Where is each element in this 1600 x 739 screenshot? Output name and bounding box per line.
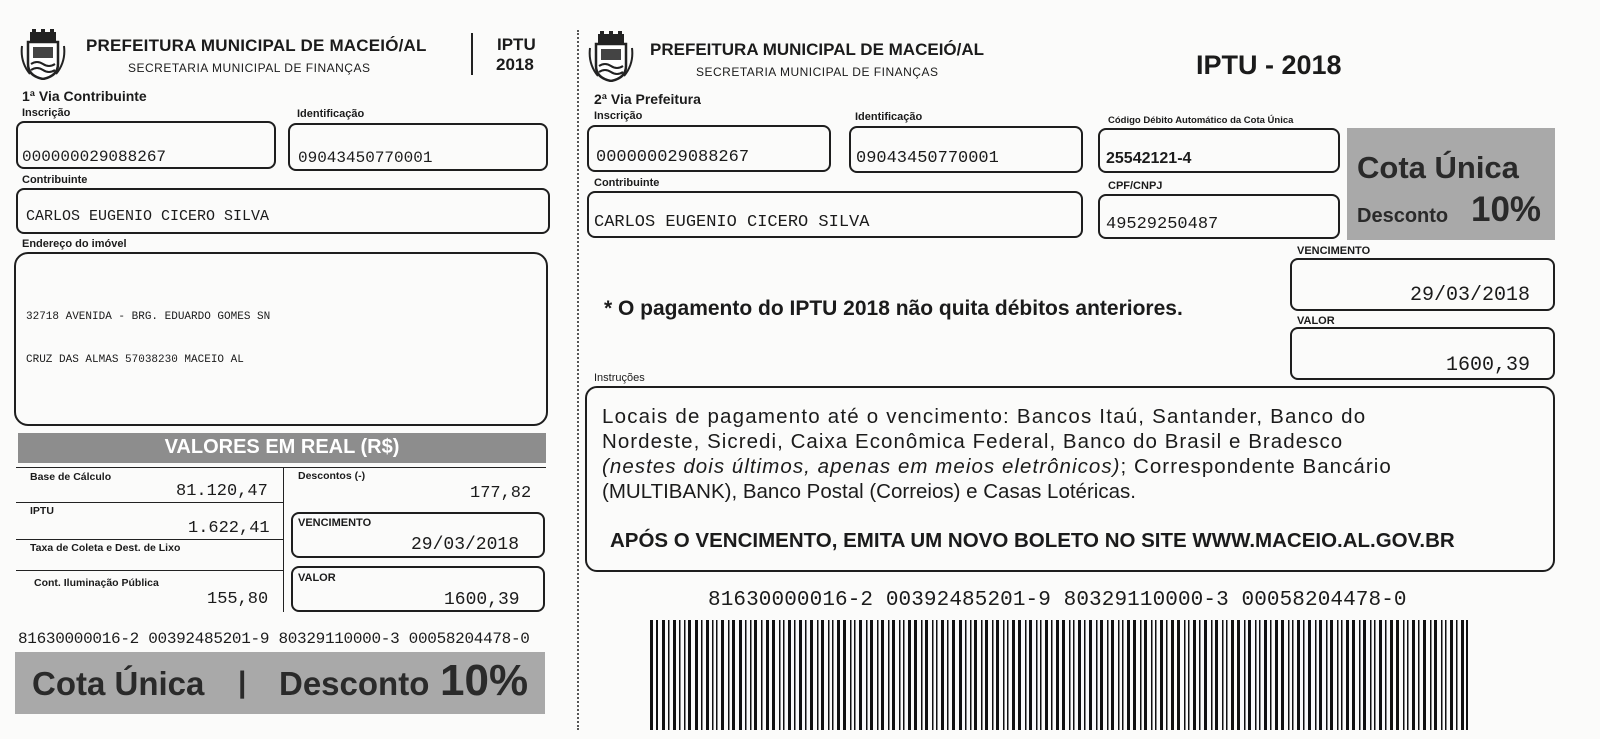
via-prefeitura: 2ª Via Prefeitura: [594, 91, 701, 107]
desconto-percent: 10%: [440, 656, 529, 705]
endereco-field: [14, 252, 548, 426]
cpf-label: CPF/CNPJ: [1108, 180, 1163, 192]
cpf-value: 49529250487: [1106, 215, 1219, 234]
iptu-line: [16, 539, 283, 540]
city-crest-icon-right: [588, 30, 634, 82]
header-prefeitura: PREFEITURA MUNICIPAL DE MACEIÓ/AL: [86, 36, 427, 55]
base-calculo-value: 81.120,47: [176, 482, 268, 501]
iptu-label: IPTU: [30, 505, 54, 517]
valor-value: 1600,39: [444, 590, 520, 610]
header-secretaria: SECRETARIA MUNICIPAL DE FINANÇAS: [128, 61, 371, 75]
valores-top-line: [16, 467, 546, 468]
r-desconto-label: Desconto: [1357, 205, 1449, 227]
perforation-line: [577, 30, 579, 730]
header-prefeitura-right: PREFEITURA MUNICIPAL DE MACEIÓ/AL: [650, 40, 985, 59]
via-contribuinte: 1ª Via Contribuinte: [22, 88, 147, 104]
cota-separator: |: [238, 666, 247, 699]
valores-mid-line: [283, 467, 284, 612]
iluminacao-value: 155,80: [207, 590, 269, 609]
endereco-linha2: CRUZ DAS ALMAS 57038230 MACEIO AL: [26, 354, 244, 366]
cota-unica-label: Cota Única: [32, 665, 205, 702]
desconto-label: Desconto: [279, 665, 430, 702]
r-valor-value: 1600,39: [1446, 354, 1531, 377]
iptu-value: 1.622,41: [188, 519, 270, 538]
r-identificacao-value: 09043450770001: [856, 149, 999, 168]
r-desconto-percent: 10%: [1471, 190, 1542, 229]
codigo-debito-label: Código Débito Automático da Cota Única: [1108, 115, 1294, 126]
apos-vencimento-aviso: APÓS O VENCIMENTO, EMITA UM NOVO BOLETO NO SITE WWW.MACEIO.AL.GOV.BR: [610, 529, 1455, 552]
header-ano: 2018: [496, 55, 534, 74]
taxa-line: [16, 570, 283, 571]
header-secretaria-right: SECRETARIA MUNICIPAL DE FINANÇAS: [696, 65, 939, 79]
header-iptu-ano: IPTU - 2018: [1196, 50, 1342, 80]
aviso-debitos: * O pagamento do IPTU 2018 não quita débitos anteriores.: [604, 297, 1183, 320]
contribuinte-value: CARLOS EUGENIO CICERO SILVA: [26, 208, 270, 225]
identificacao-label: Identificação: [297, 108, 365, 120]
instrucoes-label: Instruções: [594, 372, 645, 384]
r-cota-unica-label: Cota Única: [1357, 150, 1519, 185]
header-divider: [471, 33, 473, 75]
r-inscricao-value: 000000029088267: [596, 148, 750, 167]
taxa-lixo-label: Taxa de Coleta e Dest. de Lixo: [30, 542, 181, 554]
linha-digitavel: 81630000016-2 00392485201-9 80329110000-3 00058204478-0: [708, 589, 1407, 612]
contribuinte-label: Contribuinte: [22, 174, 88, 186]
inscricao-label: Inscrição: [22, 107, 71, 119]
instrucoes-l3: [602, 455, 1392, 479]
barcode: [650, 620, 1470, 730]
valores-titulo: VALORES EM REAL (R$): [164, 436, 400, 458]
instrucoes-l1: Locais de pagamento até o vencimento: Bancos Itaú, Santander, Banco do: [602, 405, 1367, 428]
instrucoes-l3-italic: (nestes dois últimos, apenas em meios eletrônicos): [602, 455, 1121, 478]
endereco-linha1: 32718 AVENIDA - BRG. EDUARDO GOMES SN: [26, 311, 271, 323]
base-calculo-label: Base de Cálculo: [30, 471, 112, 483]
r-vencimento-label: VENCIMENTO: [1297, 245, 1371, 257]
descontos-label: Descontos (-): [298, 470, 366, 482]
inscricao-value: 000000029088267: [22, 148, 167, 166]
descontos-value: 177,82: [470, 484, 532, 503]
identificacao-value: 09043450770001: [298, 149, 433, 167]
r-vencimento-value: 29/03/2018: [1410, 284, 1531, 307]
vencimento-value: 29/03/2018: [411, 535, 520, 555]
r-valor-label: VALOR: [1297, 315, 1335, 327]
header-iptu: IPTU: [497, 35, 536, 54]
valor-label: VALOR: [298, 572, 336, 584]
r-identificacao-label: Identificação: [855, 111, 923, 123]
iluminacao-label: Cont. Iluminação Pública: [34, 577, 159, 589]
r-contribuinte-label: Contribuinte: [594, 177, 660, 189]
r-inscricao-label: Inscrição: [594, 110, 643, 122]
instrucoes-l4: (MULTIBANK), Banco Postal (Correios) e Casas Lotéricas.: [602, 480, 1136, 503]
linha-digitavel-stub: 81630000016-2 00392485201-9 80329110000-3 00058204478-0: [18, 630, 530, 648]
codigo-debito-value: 25542121-4: [1106, 150, 1192, 167]
base-line: [16, 502, 283, 503]
vencimento-label: VENCIMENTO: [298, 517, 372, 529]
city-crest-icon: [20, 28, 66, 80]
endereco-label: Endereço do imóvel: [22, 238, 127, 250]
instrucoes-l3-rest: ; Correspondente Bancário: [1120, 455, 1392, 478]
instrucoes-l2: Nordeste, Sicredi, Caixa Econômica Federal, Banco do Brasil e Bradesco: [602, 430, 1344, 453]
r-contribuinte-value: CARLOS EUGENIO CICERO SILVA: [594, 213, 870, 232]
